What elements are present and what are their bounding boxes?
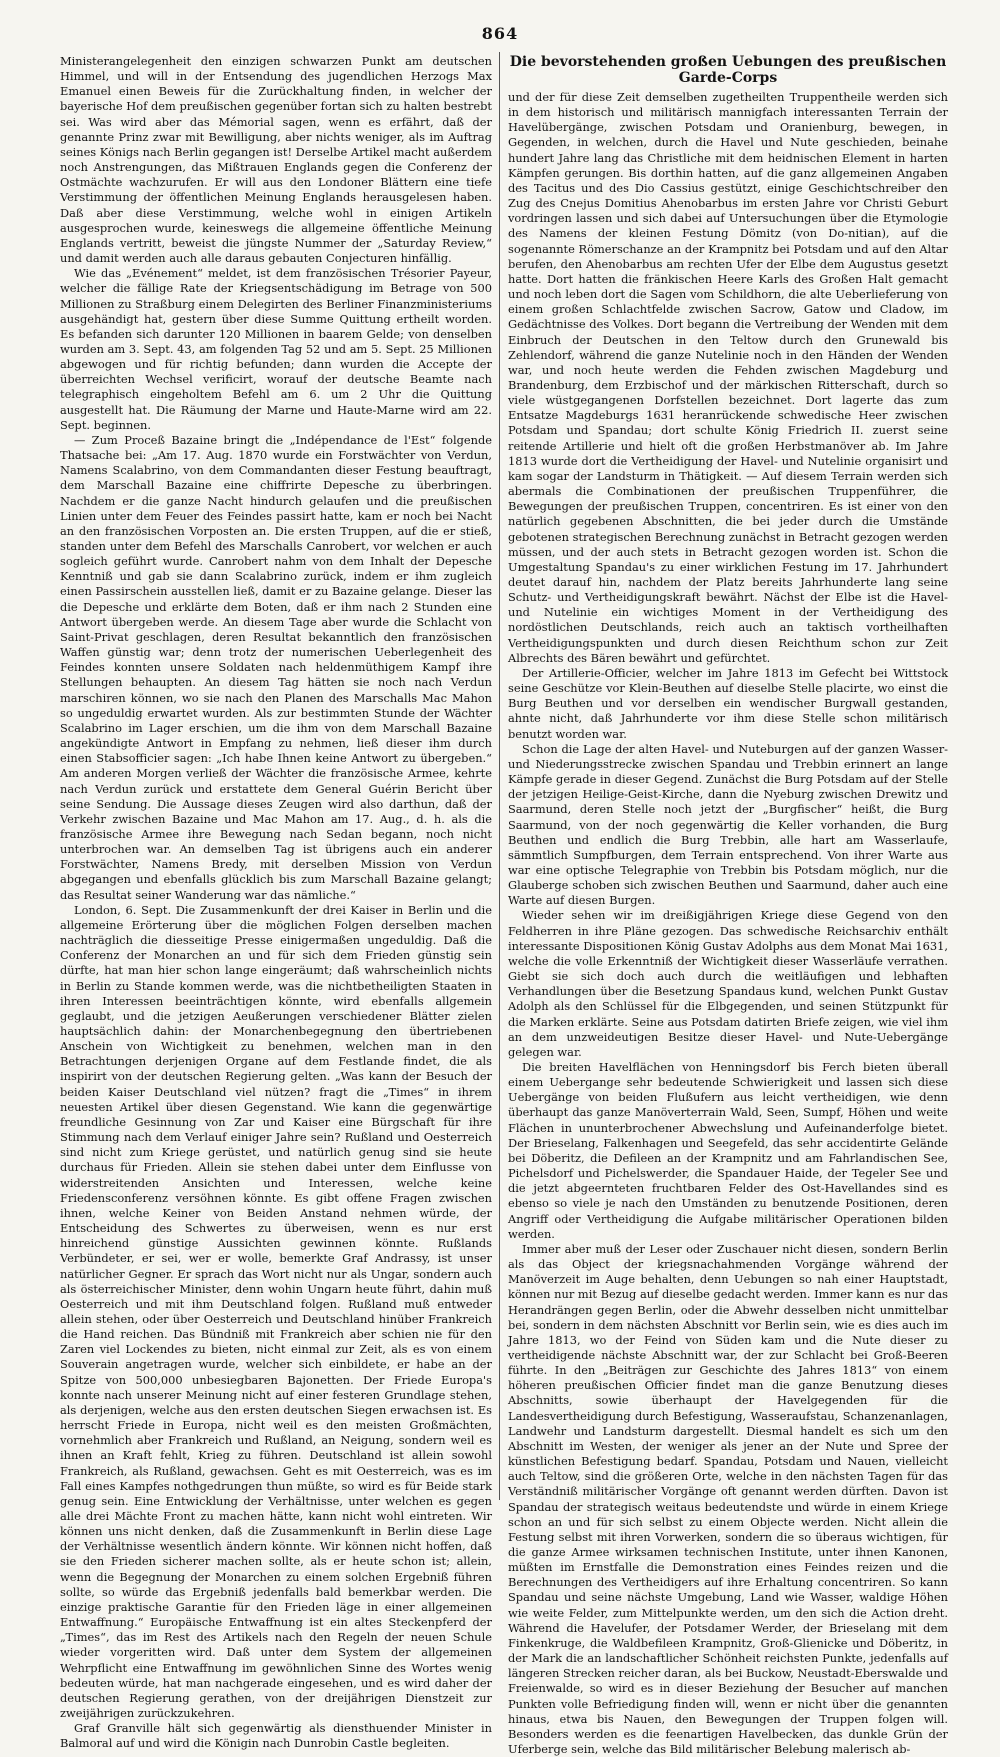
right-column <box>508 54 948 1757</box>
left-column <box>60 54 492 1751</box>
article-paragraph: — Zum Proceß Bazaine bringt die „Indépendance de l'Est“ folgende Thatsache bei: „Am 17. Aug. 1870 wurde ein Forstwächter von Verdun, Namens Scalabrino, von dem Commandanten dieser Festung beauftragt, dem Marschall Bazaine eine chiffrirte Depesche zu überbringen. Nachdem er die ganze Nacht hindurch gelaufen und die preußischen Linien unter dem Feuer des Feindes passirt hatte, kam er noch bei Nacht an den französischen Vorposten an. Die ersten Truppen, auf die er stieß, standen unter dem Befehl des Marschalls Canrobert, vor welchen er auch sogleich geführt wurde. Canrobert nahm von dem Inhalt der Depesche Kenntniß und gab sie dann Scalabrino zurück, indem er ihm zugleich einen Passirschein ausstellen ließ, damit er zu Bazaine gelange. Dieser las die Depesche und erklärte dem Boten, daß er ihm nach 2 Stunden eine Antwort übergeben werde. An diesem Tage aber wurde die Schlacht von Saint-Privat geschlagen, deren Resultat bekanntlich den französischen Waffen günstig war; denn trotz der numerischen Ueberlegenheit des Feindes konnten unsere Soldaten nach heldenmüthigem Kampf ihre Stellungen behaupten. An diesem Tag hätten sie noch nach Verdun marschiren können, wo sie nach den Planen des Marschalls Mac Mahon so ungeduldig erwartet wurden. Als zur bestimmten Stunde der Wächter Scalabrino im Lager erschien, um die ihm von dem Marschall Bazaine angekündigte Antwort in Empfang zu nehmen, ließ dieser ihm durch einen Stabsofficier sagen: „Ich habe Ihnen keine Antwort zu übergeben.“ Am anderen Morgen verließ der Wächter die französische Armee, kehrte nach Verdun zurück und erstattete dem General Guérin Bericht über seine Sendung. Die Aussage dieses Zeugen wird also darthun, daß der Verkehr zwischen Bazaine und Mac Mahon am 17. Aug., d. h. als die französische Armee ihre Bewegung nach Sedan begann, noch nicht unterbrochen war. An demselben Tag ist übrigens auch ein anderer Forstwächter, Namens Bredy, mit derselben Mission von Verdun abgegangen und ebenfalls glücklich bis zum Marschall Bazaine gelangt; das Resultat seiner Wanderung war das nämliche.“ <box>60 432 492 902</box>
article-paragraph: Wieder sehen wir im dreißigjährigen Kriege diese Gegend von den Feldherren in ihre Pläne gezogen. Das schwedische Reichsarchiv enthält interessante Dispositionen König Gustav Adolphs aus dem Monat Mai 1631, welche die volle Erkenntniß der Wichtigkeit dieser Wasserläufe verrathen. Giebt sie sich doch auch durch die weitläufigen und lebhaften Verhandlungen über die Besetzung Spandaus kund, welchen Punkt Gustav Adolph als den Schlüssel für die Elbgegenden, und seinen Stützpunkt für die Marken erklärte. Seine aus Potsdam datirten Briefe zeigen, wie viel ihm an dem unzweideutigen Besitze dieser Havel- und Nute-Uebergänge gelegen war. <box>508 908 948 1059</box>
article-paragraph: und der für diese Zeit demselben zugetheilten Truppentheile werden sich in dem historisch und militärisch mannigfach interessanten Terrain der Havelübergänge, zwischen Potsdam und Oranienburg, bewegen, in Gegenden, in welchen, durch die Havel und Nute geschieden, beinahe hundert Jahre lang das Christliche mit dem heidnischen Element in harten Kämpfen gerungen. Bis dorthin hatten, auf die ganz allgemeinen Angaben des Tacitus und des Dio Cassius gestützt, einige Geschichtschreiber den Zug des Cnejus Domitius Ahenobarbus im ersten Jahre vor Christi Geburt vordringen lassen und sich dabei auf Untersuchungen über die Etymologie des Namens der kleinen Festung Dömitz (von Do-nitian), auf die sogenannte Römerschanze an der Krampnitz bei Potsdam und auf den Altar berufen, den Ahenobarbus am rechten Ufer der Elbe dem Augustus gesetzt hatte. Dort hatten die fränkischen Heere Karls des Großen Halt gemacht und noch leben dort die Sagen vom Schildhorn, die alte Ueberlieferung von einem großen Schlachtfelde zwischen Sacrow, Gatow und Cladow, im Gedächtnisse des Volkes. Dort begann die Vertreibung der Wenden mit dem Einbruch der Deutschen in den Teltow durch den Grunewald bis Zehlendorf, während die ganze Nutelinie noch in den Händen der Wenden war, und noch heute werden die Fehden zwischen Magdeburg und Brandenburg, dem Erzbischof und der märkischen Ritterschaft, durch so viele wüstgegangenen Dorfstellen bezeichnet. Dort lagerte das zum Entsatze Magdeburgs 1631 heranrückende schwedische Heer zwischen Potsdam und Spandau; dort schulte König Friedrich II. zuerst seine reitende Artillerie und hielt oft die großen Herbstmanöver ab. Im Jahre 1813 wurde dort die Vertheidigung der Havel- und Nutelinie organisirt und kam sogar der Landsturm in Thätigkeit. — Auf diesem Terrain werden sich abermals die Combinationen der preußischen Truppenführer, die Bewegungen der preußischen Truppen, concentriren. Es ist einer von den natürlich gegebenen Abschnitten, die bei jeder durch die Umstände gebotenen strategischen Berechnung zunächst in Betracht gezogen werden müssen, und der auch stets in Betracht gezogen worden ist. Schon die Umgestaltung Spandau's zu einer wirklichen Festung im 17. Jahrhundert deutet darauf hin, nachdem der Platz bereits Jahrhunderte lang seine Schutz- und Vertheidigungskraft bewährt. Nächst der Elbe ist die Havel- und Nutelinie ein wichtiges Moment in der Vertheidigung des nordöstlichen Deutschlands, reich auch an taktisch vortheilhaften Vertheidigungspunkten und durch diesen Reichthum schon zur Zeit Albrechts des Bären bewährt und gefürchtet. <box>508 90 948 665</box>
article-paragraph: Wie das „Evénement“ meldet, ist dem französischen Trésorier Payeur, welcher die fällige Rate der Kriegsentschädigung im Betrage von 500 Millionen zu Straßburg einem Delegirten des Berliner Finanzministeriums ausgehändigt hat, gestern über diese Summe Quittung ertheilt worden. Es befanden sich darunter 120 Millionen in baarem Gelde; von denselben wurden am 3. Sept. 43, am folgenden Tag 52 und am 5. Sept. 25 Millionen abgewogen und für richtig befunden; dann wurden die Accepte der überreichten Wechsel verificirt, worauf der deutsche Beamte nach telegraphisch eingeholtem Befehl am 6. um 2 Uhr die Quittung ausgestellt hat. Die Räumung der Marne und Haute-Marne wird am 22. Sept. beginnen. <box>60 266 492 432</box>
article-paragraph: Die breiten Havelflächen von Henningsdorf bis Ferch bieten überall einem Uebergange sehr bedeutende Schwierigkeit und lassen sich diese Uebergänge von beiden Flußufern aus leicht vertheidigen, wie denn überhaupt das ganze Manöverterrain Wald, Seen, Sumpf, Höhen und weite Flächen in ununterbrochener Abwechslung und Aufeinanderfolge bietet. Der Brieselang, Falkenhagen und Seegefeld, das sehr accidentirte Gelände bei Döberitz, die Defileen an der Krampnitz und am Fahrlandischen See, Pichelsdorf und Pichelswerder, die Spandauer Haide, der Tegeler See und die jetzt abgeernteten fruchtbaren Felder des Ost-Havellandes sind es ebenso so viele je nach den Umständen zu benutzende Positionen, deren Angriff oder Vertheidigung die Aufgabe militärischer Operationen bilden werden. <box>508 1060 948 1241</box>
article-paragraph: Der Artillerie-Officier, welcher im Jahre 1813 im Gefecht bei Wittstock seine Geschütze vor Klein-Beuthen auf dieselbe Stelle placirte, wo einst die Burg Beuthen und vor derselben ein wendischer Burgwall gestanden, ahnte nicht, daß Jahrhunderte vor ihm diese Stelle schon militärisch benutzt worden war. <box>508 665 948 741</box>
article-paragraph: Schon die Lage der alten Havel- und Nuteburgen auf der ganzen Wasser- und Niederungsstrecke zwischen Spandau und Trebbin erinnert an lange Kämpfe gerade in dieser Gegend. Zunächst die Burg Potsdam auf der Stelle der jetzigen Heilige-Geist-Kirche, dann die Nyeburg zwischen Drewitz und Saarmund, deren Stelle noch jetzt der „Burgfischer“ heißt, die Burg Saarmund, von der noch gegenwärtig die Keller vorhanden, die Burg Beuthen und endlich die Burg Trebbin, alle hart am Wasserlaufe, sämmtlich Sumpfburgen, dem Terrain entsprechend. Von ihrer Warte aus war eine optische Telegraphie von Trebbin bis Potsdam möglich, nur die Glauberge schoben sich zwischen Beuthen und Saarmund, daher auch eine Warte auf diesen Burgen. <box>508 741 948 908</box>
column-divider <box>499 52 500 1500</box>
page-number: 864 <box>481 24 519 43</box>
article-paragraph: Graf Granville hält sich gegenwärtig als diensthuender Minister in Balmoral auf und wird die Königin nach Dunrobin Castle begleiten. <box>60 1721 492 1751</box>
article-paragraph: Immer aber muß der Leser oder Zuschauer nicht diesen, sondern Berlin als das Object der kriegsnachahmenden Vorgänge während der Manöverzeit im Auge behalten, denn Uebungen so nah einer Hauptstadt, können nur mit Bezug auf dieselbe gedacht werden. Immer kann es nur das Herandrängen gegen Berlin, oder die Abwehr desselben nicht unmittelbar bei, sondern in dem nächsten Abschnitt vor Berlin sein, wie es dies auch im Jahre 1813, wo der Feind von Süden kam und die Nute dieser zu vertheidigende nächste Abschnitt war, der zur Schlacht bei Groß-Beeren führte. In den „Beiträgen zur Geschichte des Jahres 1813“ von einem höheren preußischen Officier findet man die ganze Benutzung dieses Abschnitts, sowie überhaupt der Havelgegenden für die Landesvertheidigung durch Befestigung, Wasseraufstau, Schanzenanlagen, Landwehr und Landsturm dargestellt. Diesmal handelt es sich um den Abschnitt im Westen, der weniger als jener an der Nute und Spree der künstlichen Befestigung bedarf. Spandau, Potsdam und Nauen, vielleicht auch Teltow, sind die größeren Orte, welche in den nächsten Tagen für das Verständniß militärischer Vorgänge oft genannt werden dürften. Davon ist Spandau der strategisch weitaus bedeutendste und würde in einem Kriege schon an und für sich selbst zu einem Objecte werden. Nicht allein die Festung selbst mit ihren Vorwerken, sondern die so überaus wichtigen, für die ganze Armee wirksamen technischen Institute, unter ihnen Kanonen, müßten im Ernstfalle die Demonstration eines Feindes reizen und die Berechnungen des Vertheidigers auf ihre Erhaltung concentriren. So kann Spandau und seine nächste Umgebung, Land wie Wasser, waldige Höhen wie weite Felder, zum Mittelpunkte werden, um den sich die Action dreht. Während die Havelufer, der Potsdamer Werder, der Brieselang mit dem Finkenkruge, die Waldbefileen Krampnitz, Groß-Glienicke und Döberitz, in der Mark die an landschaftlicher Schönheit reichsten Punkte, jedenfalls auf längeren Strecken reicher daran, als bei Buckow, Neustadt-Eberswalde und Freienwalde, so wird es in dieser Beziehung der Besucher auf manchen Punkten volle Befriedigung finden will, wenn er nicht über die genannten hinaus, etwa bis Nauen, den Bewegungen der Truppen folgen will. Besonders werden es die feenartigen Havelbecken, das dunkle Grün der Uferberge sein, welche das Bild militärischer Belebung malerisch ab- <box>508 1241 948 1757</box>
article-paragraph: Ministerangelegenheit den einzigen schwarzen Punkt am deutschen Himmel, und will in der Entsendung des jugendlichen Herzogs Max Emanuel einen Beweis für die Zurückhaltung finden, in welcher der bayerische Hof dem preußischen gegenüber fortan sich zu halten bestrebt sei. Was wird aber das Mémorial sagen, wenn es erfährt, daß der genannte Prinz zwar mit Bewilligung, aber nichts weniger, als im Auftrag seines Königs nach Berlin gegangen ist! Derselbe Artikel macht außerdem noch Anstrengungen, das Mißtrauen Englands gegen die Conferenz der Ostmächte wachzurufen. Er will aus den Londoner Blättern eine tiefe Verstimmung der öffentlichen Meinung Englands herausgelesen haben. Daß aber diese Verstimmung, welche wohl in einigen Artikeln ausgesprochen wurde, keineswegs die allgemeine öffentliche Meinung Englands vertritt, beweist die jüngste Nummer der „Saturday Review,“ und damit werden auch alle daraus gebauten Conjecturen hinfällig. <box>60 54 492 266</box>
article-paragraph: London, 6. Sept. Die Zusammenkunft der drei Kaiser in Berlin und die allgemeine Erörterung über die möglichen Folgen derselben machen nachträglich die diesseitige Presse einigermaßen ungeduldig. Daß die Conferenz der Monarchen an und für sich dem Frieden günstig sein dürfte, hat man hier schon lange eingeräumt; daß wahrscheinlich nichts in Berlin zu Stande kommen werde, was die nichtbetheiligten Staaten in ihren Interessen beeinträchtigen könnte, wird ebenfalls allgemein geglaubt, und die jetzigen Aeußerungen verschiedener Blätter zielen hauptsächlich dahin: der Monarchenbegegnung den übertriebenen Anschein von Wichtigkeit zu benehmen, welchen man in den Betrachtungen derjenigen Organe auf dem Festlande findet, die als inspirirt von der deutschen Regierung gelten. „Was kann der Besuch der beiden Kaiser Deutschland viel nützen? fragt die „Times“ in ihrem neuesten Artikel über diesen Gegenstand. Wie kann die gegenwärtige freundliche Gesinnung von Zar und Kaiser eine Bürgschaft für ihre Stimmung nach dem Verlauf einiger Jahre sein? Rußland und Oesterreich sind nicht zum Kriege gerüstet, und natürlich genug sind sie heute durchaus für Frieden. Allein sie stehen dabei unter dem Einflusse von widerstreitenden Ansichten und Interessen, welche keine Friedensconferenz versöhnen könnte. Es gibt offene Fragen zwischen ihnen, welche Keiner von Beiden Anstand nehmen würde, der Entscheidung des Schwertes zu überweisen, wenn es nur erst hinreichend günstige Aussichten gewinnen könnte. Rußlands Verbündeter, er sei, wer er wolle, bemerkte Graf Andrassy, ist unser natürlicher Gegner. Er sprach das Wort nicht nur als Ungar, sondern auch als österreichischer Minister, denn wohin Ungarn heute führt, dahin muß Oesterreich und mit ihm Deutschland folgen. Rußland muß entweder allein stehen, oder über Oesterreich und Deutschland hinüber Frankreich die Hand reichen. Das Bündniß mit Frankreich aber schien nie für den Zaren viel Lockendes zu bieten, nicht einmal zur Zeit, als es von einem Souverain angetragen wurde, welcher sich einbildete, er habe an der Spitze von 500,000 unbesiegbaren Bajonetten. Der Friede Europa's konnte nach unserer Meinung nicht auf einer festeren Grundlage stehen, als derjenigen, welche aus den ersten deutschen Siegen erwachsen ist. Es herrscht Friede in Europa, nicht weil es den meisten Großmächten, vornehmlich aber Frankreich und Rußland, an Neigung, sondern weil es ihnen an Kraft fehlt, Krieg zu führen. Deutschland ist allein sowohl Frankreich, als Rußland, gewachsen. Geht es mit Oesterreich, was es im Fall eines Kampfes nothgedrungen thun müßte, so wird es für Beide stark genug sein. Eine Entwicklung der Verhältnisse, unter welchen es gegen alle drei Mächte Front zu machen hätte, kann nicht wohl eintreten. Wir können uns nicht denken, daß die Zusammenkunft in Berlin diese Lage der Verhältnisse wesentlich ändern könnte. Wir können nicht hoffen, daß sie den Frieden sicherer machen sollte, als er heute schon ist; allein, wenn die Begegnung der Monarchen zu einem solchen Ergebniß führen sollte, so würde das Ergebniß jedenfalls bald bemerkbar werden. Die einzige praktische Garantie für den Frieden läge in einer allgemeinen Entwaffnung.“ Europäische Entwaffnung ist ein altes Steckenpferd der „Times“, das im Rest des Artikels nach den Regeln der neuen Schule wieder vorgeritten wird. Daß unter dem System der allgemeinen Wehrpflicht eine Entwaffnung im gewöhnlichen Sinne des Wortes wenig bedeuten würde, hat man nachgerade eingesehen, und es wird daher der deutschen Regierung gerathen, von der dreijährigen Dienstzeit zur zweijährigen zurückzukehren. <box>60 902 492 1721</box>
article-heading: Die bevorstehenden großen Uebungen des preußischen Garde-Corps <box>509 54 947 86</box>
